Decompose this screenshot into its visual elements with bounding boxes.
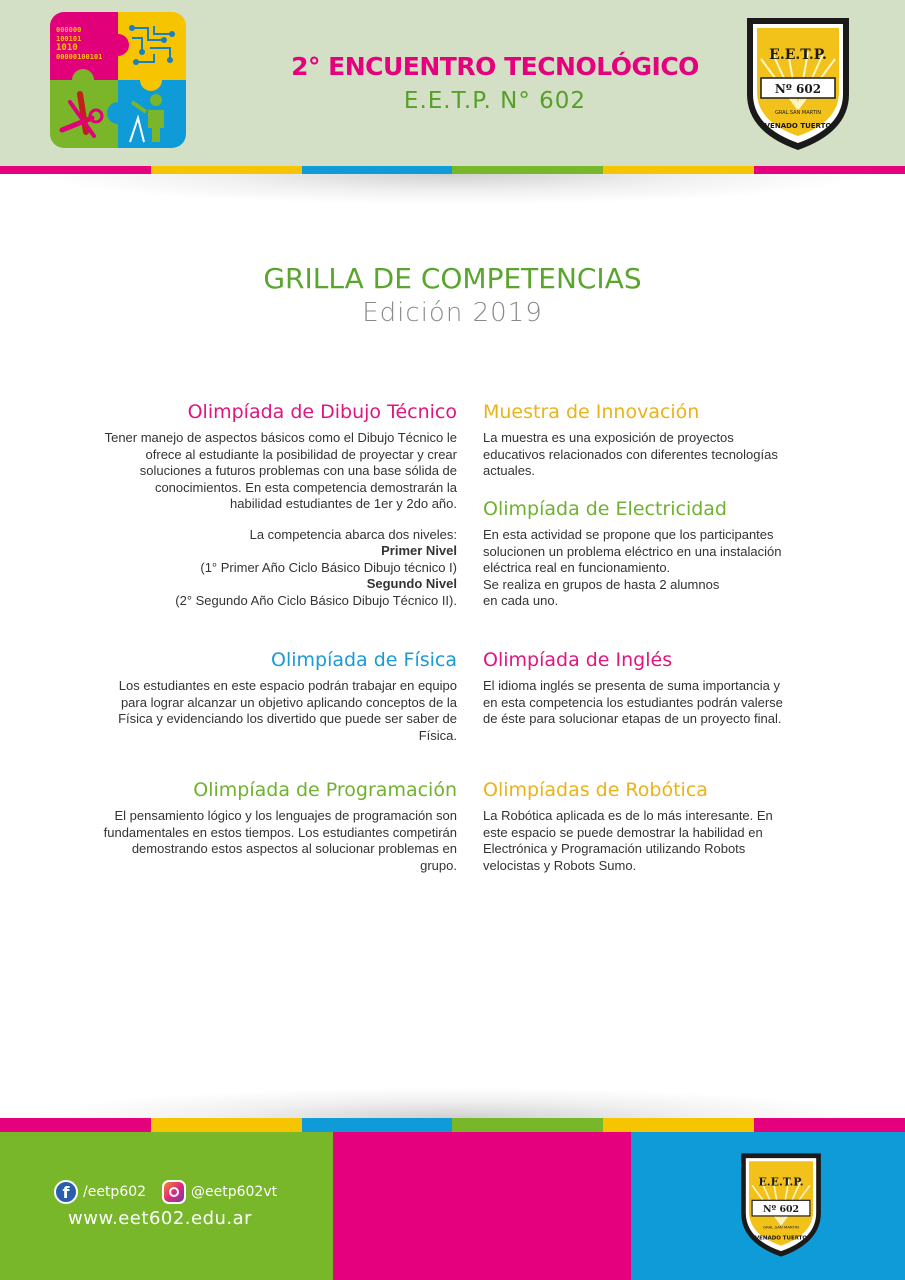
competition-title: Olimpíada de Inglés <box>483 649 673 671</box>
competition-description: En esta actividad se propone que los participantes solucionen un problema eléctrico en una instalación eléctrica real en funcionamiento. <box>483 527 782 575</box>
encuentro-logo <box>50 12 186 148</box>
color-stripe-bottom <box>0 1118 905 1132</box>
competition-title: Olimpíada de Física <box>270 649 457 671</box>
competition-programacion <box>100 778 457 874</box>
website-link[interactable]: www.eet602.edu.ar <box>68 1208 253 1229</box>
shadow-divider <box>40 1088 865 1118</box>
header-subtitle: E.E.T.P. N° 602 <box>403 88 587 114</box>
competition-innovacion <box>483 400 783 480</box>
competition-title: Olimpíada de Electricidad <box>483 498 727 520</box>
shield-acronym: E.E.T.P. <box>769 47 827 63</box>
facebook-link[interactable]: f /eetp602 <box>54 1180 146 1204</box>
edition-label: Edición 2019 <box>362 298 543 328</box>
binary-code: 000000 100101 1010 00000100101 <box>56 26 103 61</box>
shield-number: Nº 602 <box>762 1204 800 1216</box>
competition-title: Olimpíadas de Robótica <box>483 779 708 801</box>
competition-title: Muestra de Innovación <box>483 401 700 423</box>
competition-description: La muestra es una exposición de proyectos educativos relacionados con diferentes tecnologías actuales. <box>483 430 778 478</box>
competition-description: Tener manejo de aspectos básicos como el Dibujo Técnico le ofrece al estudiante la posibilidad de proyectar y crear soluciones a futuros problemas con una base sólida de conocimientos. En esta competencia demostrarán la habilidad estudiantes de 1er y 2do año. <box>104 430 457 511</box>
shadow-divider <box>40 174 865 204</box>
level-2-name: Segundo Nivel <box>366 576 457 591</box>
worker-icon <box>124 88 180 144</box>
level-2-desc: (2° Segundo Año Ciclo Básico Dibujo Técnico II). <box>175 592 457 608</box>
competition-description-2: Se realiza en grupos de hasta 2 alumnos en cada uno. <box>483 576 720 608</box>
tools-icon <box>56 88 112 144</box>
instagram-link[interactable]: @eetp602vt <box>162 1180 277 1204</box>
competition-ingles <box>483 648 783 728</box>
header-title: 2° ENCUENTRO TECNOLÓGICO <box>291 52 699 81</box>
competition-electricidad <box>483 497 783 610</box>
page-title: GRILLA DE COMPETENCIAS <box>263 262 642 295</box>
shield-acronym: E.E.T.P. <box>758 1175 804 1189</box>
level-1-name: Primer Nivel <box>381 543 457 558</box>
shield-place-1: GRAL.SAN MARTIN <box>774 110 822 116</box>
school-shield-top <box>743 14 853 154</box>
competition-description: El idioma inglés se presenta de suma importancia y en esta competencia los estudiantes podrán valerse de éste para solucionar etapas de un proyecto final. <box>483 678 783 726</box>
shield-number: Nº 602 <box>774 82 822 96</box>
instagram-icon <box>162 1180 186 1204</box>
competition-description: Los estudiantes en este espacio podrán trabajar en equipo para lograr alcanzar un objetivo aplicando conceptos de la Física y evidenciando los divertido que puede ser saber de Física. <box>118 678 457 743</box>
competition-fisica <box>100 648 457 744</box>
facebook-icon: f <box>54 1180 78 1204</box>
shield-place-2: VENADO TUERTO <box>764 122 832 130</box>
color-stripe-top <box>0 166 905 174</box>
shield-place-1: GRAL.SAN MARTIN <box>763 1224 799 1230</box>
school-shield-bottom <box>738 1150 824 1260</box>
level-1-desc: (1° Primer Año Ciclo Básico Dibujo técnico I) <box>200 559 457 575</box>
competition-levels: La competencia abarca dos niveles: Primer Nivel (1° Primer Año Ciclo Básico Dibujo técnico I) Segundo Nivel (2° Segundo Año Ciclo Básico Dibujo Técnico II). <box>100 527 457 610</box>
competition-description: La Robótica aplicada es de lo más interesante. En este espacio se puede demostrar la habilidad en Electrónica y Programación utilizando Robots velocistas y Robots Sumo. <box>483 808 773 873</box>
competition-title: Olimpíada de Dibujo Técnico <box>187 401 457 423</box>
header <box>0 0 905 168</box>
competition-robotica <box>483 778 783 874</box>
competition-dibujo <box>100 400 457 609</box>
competition-title: Olimpíada de Programación <box>193 779 457 801</box>
shield-place-2: VENADO TUERTO <box>754 1235 808 1242</box>
circuit-icon <box>124 18 182 76</box>
competition-description: El pensamiento lógico y los lenguajes de programación son fundamentales en estos tiempos. Los estudiantes competirán demostrando estos aspectos al solucionar problemas en grupo. <box>103 808 457 873</box>
